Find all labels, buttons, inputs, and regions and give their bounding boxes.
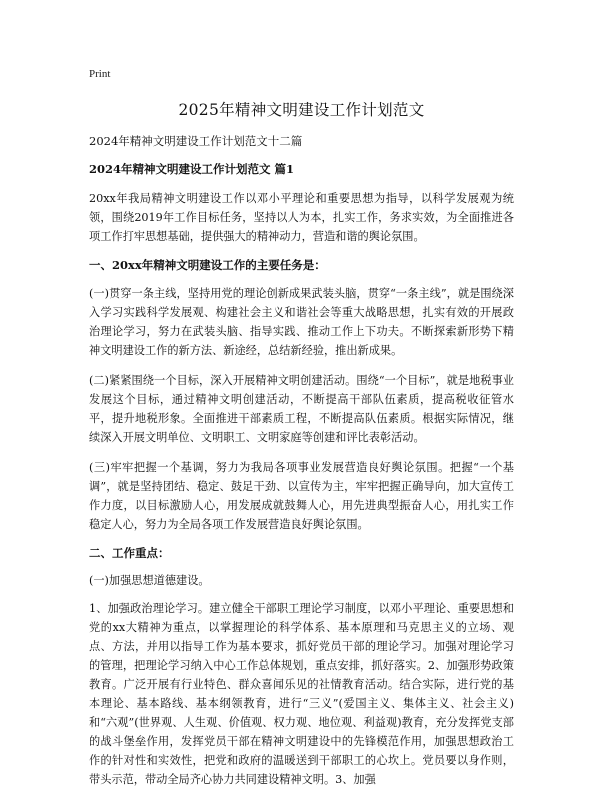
focus-point-1: (一)加强思想道德建设。 [89,574,210,587]
task-paragraph-1: (一)贯穿一条主线，坚持用党的理论创新成果武装头脑，贯穿“一条主线”，就是围绕深入学习实践科学发展观、构建社会主义和谐社会等重大战略思想，扎实有效的开展政治理论学习，努力在武装头脑、指导实践、推动工作上下功夫。不断探索新形势下精神文明建设工作的新方法、新途经，总结新经验，推出新成果。 [89,287,514,357]
intro-paragraph: 20xx年我局精神文明建设工作以邓小平理论和重要思想为指导，以科学发展观为统领，围绕2019年工作目标任务，坚持以人为本，扎实工作，务求实效，为全面推进各项工作打牢思想基础，提供强大的精神动力，营造和谐的舆论氛围。 [89,192,514,243]
print-label: Print [89,68,111,80]
task-paragraph-3: (三)牢牢把握一个基调，努力为我局各项事业发展营造良好舆论氛围。把握“一个基调”，就是坚持团结、稳定、鼓足干劲、以宣传为主，牢牢把握正确导向，加大宣传工作力度，以目标激励人心，用发展成就鼓舞人心，用先进典型振奋人心，用扎实工作稳定人心，努力为全局各项工作发展营造良好舆论氛围。 [89,461,514,531]
heading-main-tasks: 一、20xx年精神文明建设工作的主要任务是： [89,258,326,272]
heading-work-focus: 二、工作重点： [89,546,170,560]
document-title: 2025年精神文明建设工作计划范文 [178,101,425,119]
section-title: 2024年精神文明建设工作计划范文 篇1 [89,162,295,176]
detail-paragraph: 1、加强政治理论学习。建立健全干部职工理论学习制度，以邓小平理论、重要思想和党的xx大精神为重点，以掌握理论的科学体系、基本原理和马克思主义的立场、观点、方法，并用以指导工作为基本要求，抓好党员干部的理论学习。加强对理论学习的管理，把理论学习纳入中心工作总体规划，重点安排，抓好落实。2、加强形势政策教育。广泛开展有行业特色、群众喜闻乐见的社情教育活动。结合实际，进行党的基本理论、基本路线、基本纲领教育，进行“三义”(爱国主义、集体主义、社会主义)和“六观”(世界观、人生观、价值观、权力观、地位观、利益观)教育，充分发挥党支部的战斗堡垒作用，发挥党员干部在精神文明建设中的先锋模范作用，加强思想政治工作的针对性和实效性，把党和政府的温暖送到干部职工的心坎上。党员要以身作则，带头示范，带动全局齐心协力共同建设精神文明。3、加强 [89,602,514,786]
task-paragraph-2: (二)紧紧围绕一个目标，深入开展精神文明创建活动。围绕“一个目标”，就是地税事业发展这个目标，通过精神文明创建活动，不断提高干部队伍素质，提高税收征管水平，提升地税形象。全面推进干部素质工程，不断提高队伍素质。根据实际情况，继续深入开展文明单位、文明职工、文明家庭等创建和评比表彰活动。 [89,374,514,444]
document-subtitle: 2024年精神文明建设工作计划范文十二篇 [89,134,303,148]
